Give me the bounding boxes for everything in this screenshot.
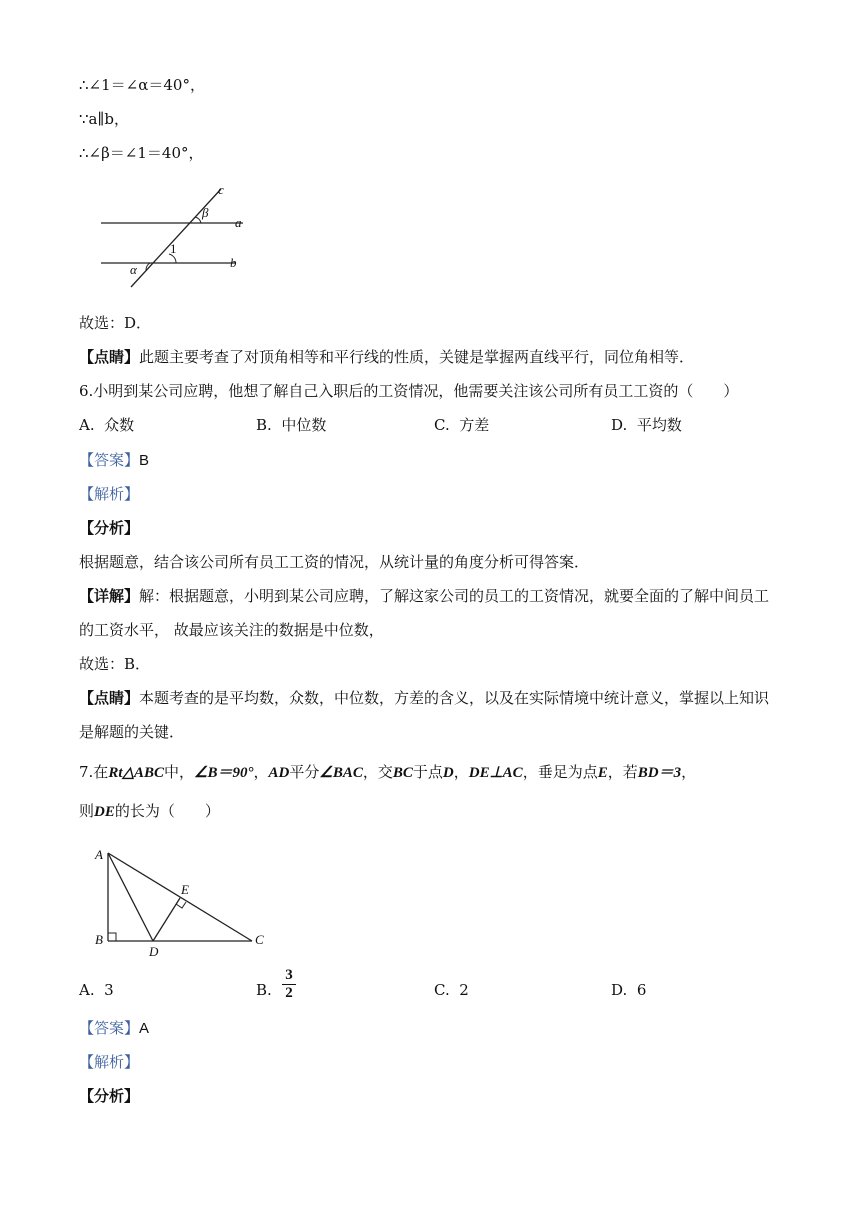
q7-stem-line-1: 7.在Rt△ABC中，∠B＝90°，AD平分∠BAC，交BC于点D，DE⊥AC，垂足为点E，若BD＝3， [79, 763, 697, 781]
label-D: D [149, 944, 159, 959]
answer-value: B [139, 452, 150, 469]
solution-line-1: ∴∠1＝∠α＝40°， [79, 76, 205, 94]
label-b: b [230, 255, 237, 270]
q6-option-a: A. 众数 [79, 416, 135, 434]
label-E: E [181, 882, 189, 897]
solution-comment [79, 347, 694, 367]
triangle-figure [92, 843, 272, 958]
q6-option-d: D. 平均数 [611, 416, 682, 434]
label-1: 1 [170, 241, 177, 256]
q6-answer [79, 450, 149, 471]
q7-fenxi-tag: 【分析】 [79, 1087, 140, 1105]
q7-option-a: A. 3 [79, 981, 114, 999]
q6-fenxi-tag: 【分析】 [79, 519, 140, 537]
q7-option-c: C. 2 [434, 981, 469, 999]
solution-choice: 故选：D． [79, 314, 152, 332]
q6-comment-line-1: 【点睛】本题考查的是平均数，众数，中位数，方差的含义，以及在实际情境中统计意义，掌握以上知识 [79, 689, 770, 707]
q6-option-b: B. 中位数 [256, 416, 327, 434]
label-C: C [255, 932, 264, 947]
comment-tag: 【点睛】 [79, 689, 140, 707]
detail-tag: 【详解】 [79, 587, 140, 605]
q7-analysis-tag: 【解析】 [79, 1053, 140, 1071]
solution-line-3: ∴∠β＝∠1＝40°， [79, 144, 204, 162]
q7-answer [79, 1018, 149, 1039]
answer-tag: 【答案】 [79, 451, 140, 469]
comment-tag: 【点睛】 [79, 348, 140, 366]
fraction-numerator: 3 [282, 967, 296, 985]
q7-option-d: D. 6 [611, 981, 647, 999]
q6-choice: 故选：B． [79, 655, 151, 673]
q6-detail-line-2: 的工资水平， 故最应该关注的数据是中位数， [79, 621, 384, 639]
parallel-lines-figure [95, 182, 255, 290]
solution-line-2: ∵a∥b， [79, 110, 130, 128]
label-alpha: α [130, 262, 137, 277]
q6-detail-line-1: 【详解】解：根据题意，小明到某公司应聘，了解这家公司的员工的工资情况，就要全面的了解中间员工 [79, 587, 770, 605]
answer-value: A [139, 1020, 150, 1037]
label-B: B [95, 932, 103, 947]
fraction-denominator: 2 [285, 985, 293, 1001]
comment-text: 此题主要考查了对顶角相等和平行线的性质，关键是掌握两直线平行，同位角相等． [139, 348, 695, 366]
q7-option-b-fraction [282, 967, 296, 1002]
q6-option-c: C. 方差 [434, 416, 490, 434]
q7-stem-line-2: 则DE的长为（ ） [79, 802, 220, 820]
q6-stem: 6.小明到某公司应聘，他想了解自己入职后的工资情况，他需要关注该公司所有员工工资的（ ） [79, 382, 739, 400]
q7-option-b-letter: B. [256, 981, 272, 999]
q6-fenxi: 根据题意，结合该公司所有员工工资的情况，从统计量的角度分析可得答案． [79, 553, 590, 571]
label-A: A [95, 847, 103, 862]
q6-comment-line-2: 是解题的关键． [79, 723, 185, 741]
label-c: c [218, 182, 224, 197]
label-a: a [235, 215, 242, 230]
label-beta: β [202, 205, 209, 220]
q6-analysis-tag: 【解析】 [79, 485, 140, 503]
answer-tag: 【答案】 [79, 1019, 140, 1037]
